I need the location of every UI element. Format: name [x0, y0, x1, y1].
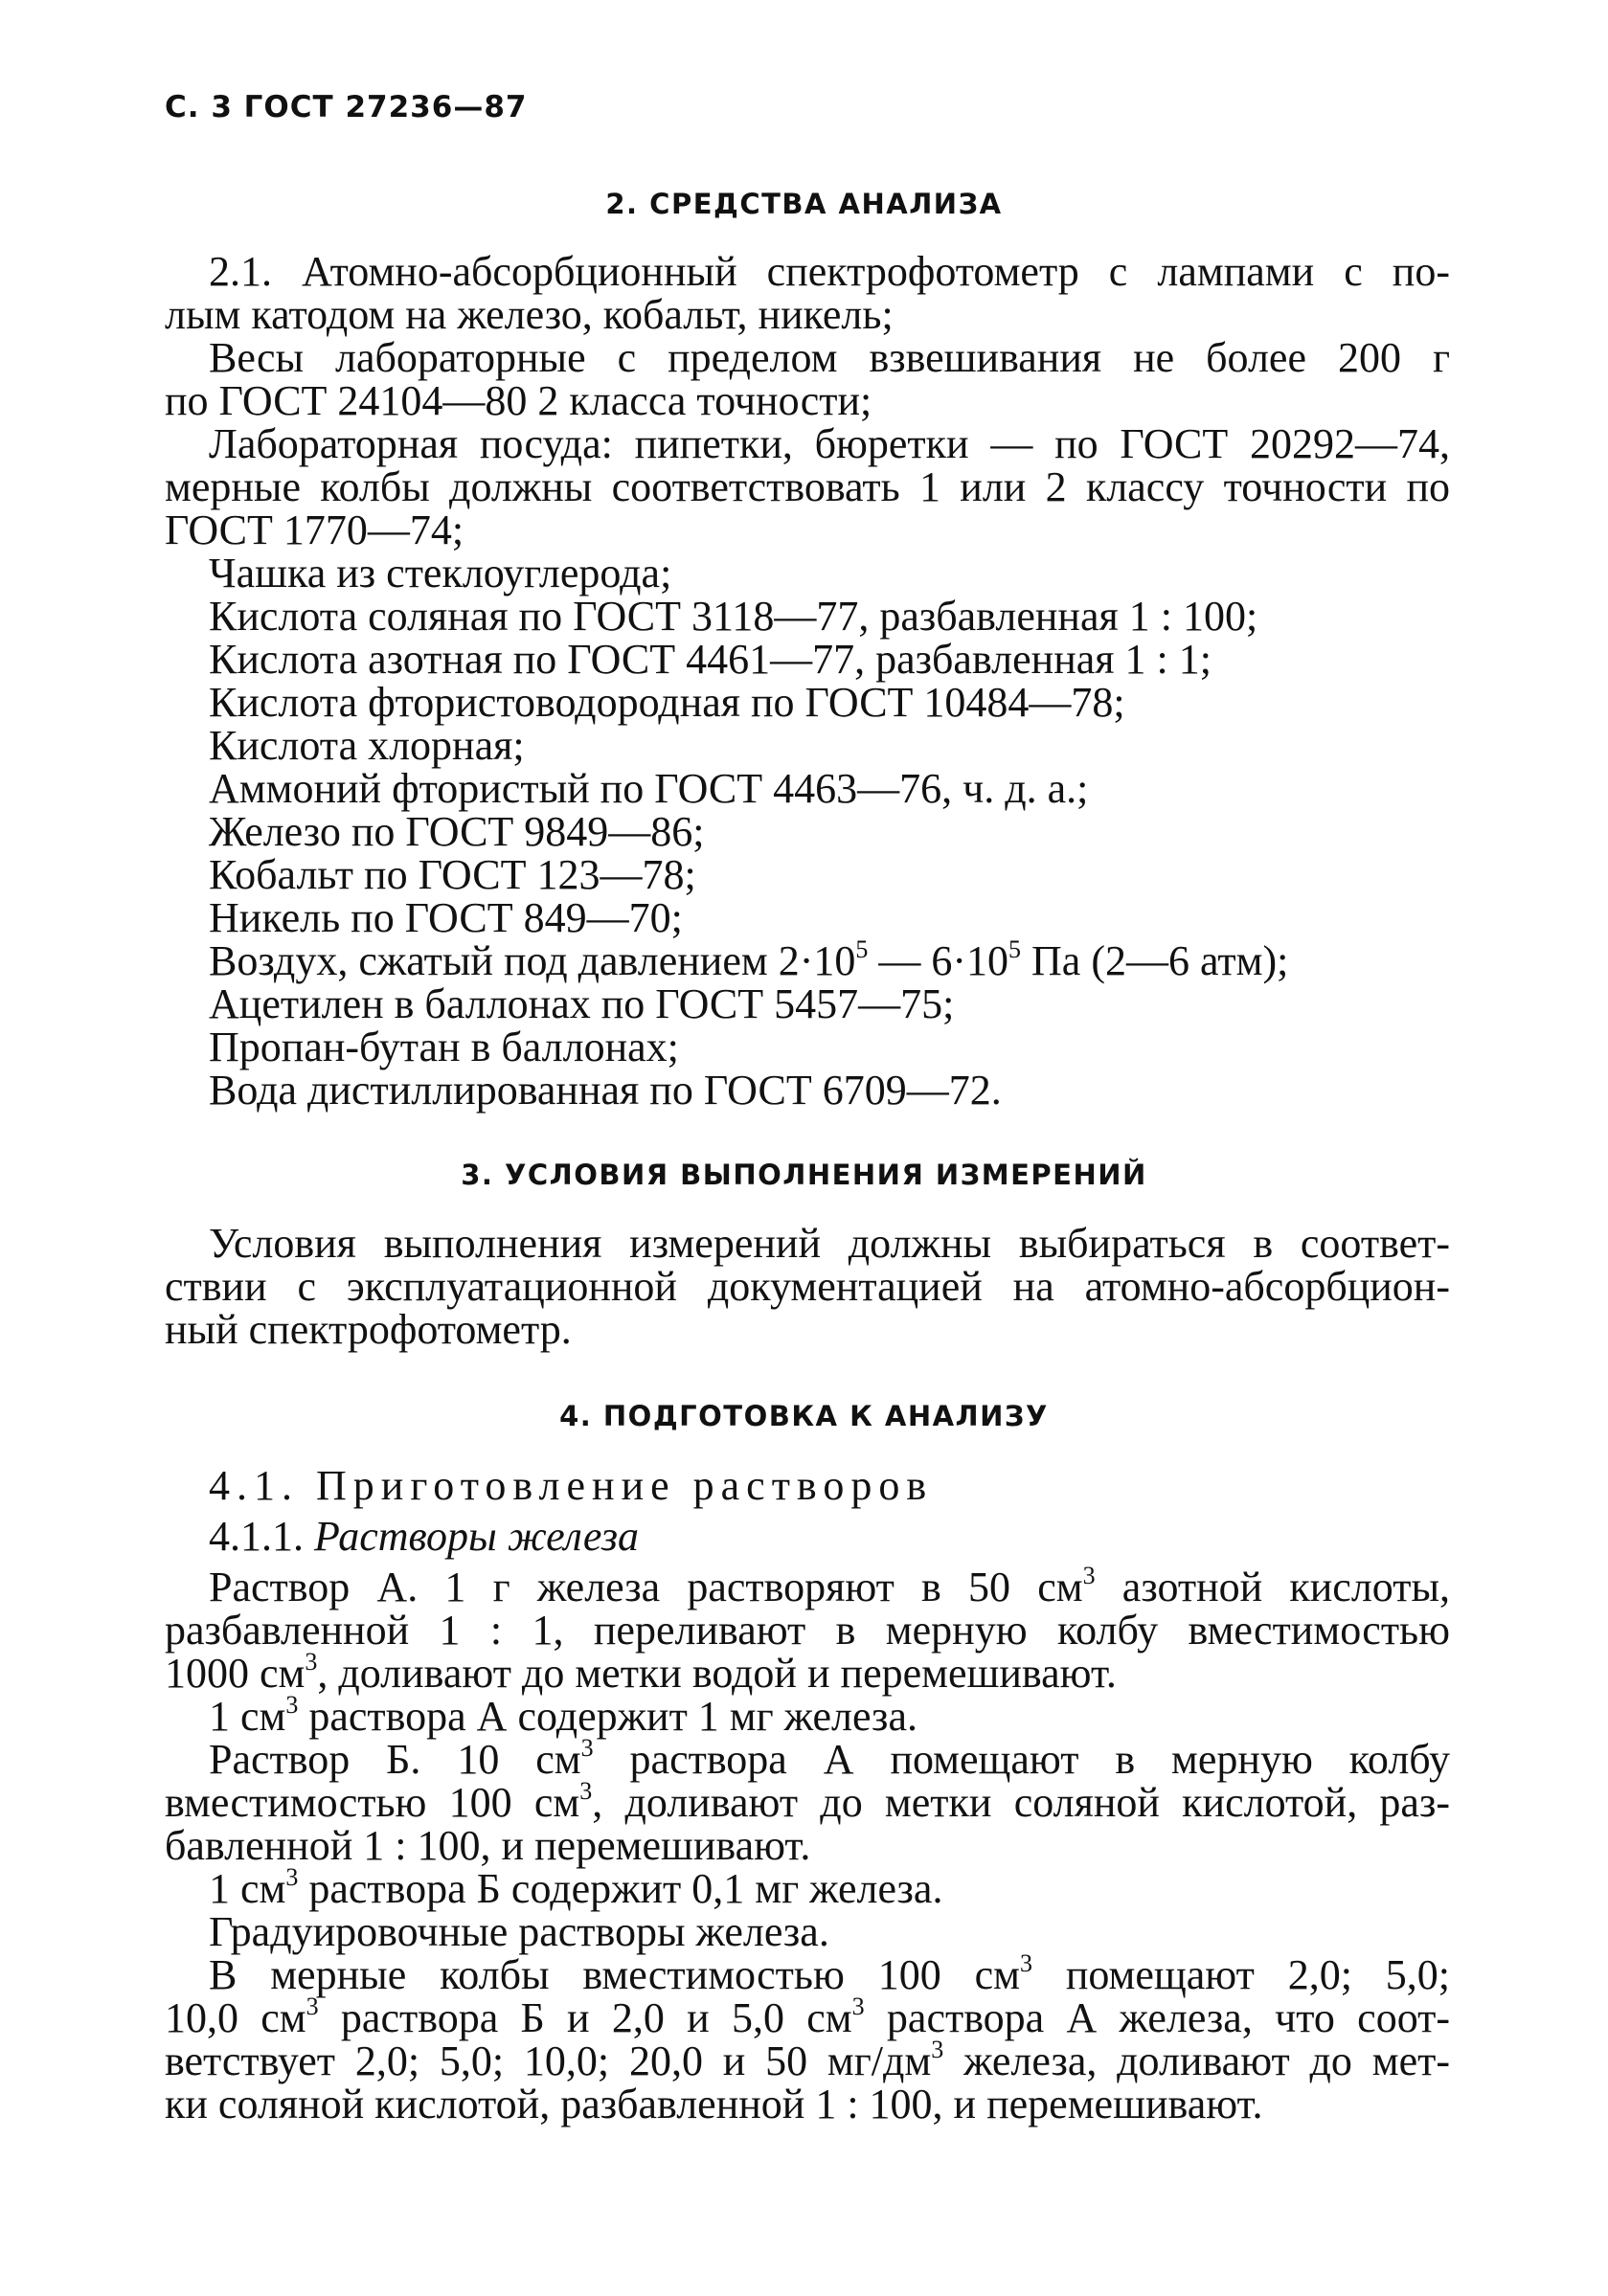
sec2-line-18: Ацетилен в баллонах по ГОСТ 5457—75; — [209, 980, 955, 1027]
text-segment: , доливают до метки соляной кислотой, раз- — [592, 1779, 1450, 1826]
sec4-line-b1 — [209, 1734, 1450, 1783]
sec2-line-17 — [209, 935, 1289, 984]
sec2-line-6: мерные колбы должны соответствовать 1 или 2 классу точности по — [165, 463, 1450, 510]
sec2-line-4: по ГОСТ 24104—80 2 класса точности; — [165, 377, 872, 424]
text-segment: 4.1.1. — [209, 1513, 314, 1560]
text-segment: ветствует 2,0; 5,0; 10,0; 20,0 и 50 мг/дм — [165, 2037, 932, 2084]
text-segment: раствора Б и 2,0 и 5,0 см — [318, 1994, 852, 2041]
sec2-line-10: Кислота азотная по ГОСТ 4461—77, разбавленная 1 : 1; — [209, 636, 1212, 683]
sec4-line-b2 — [165, 1777, 1450, 1826]
superscript: 3 — [931, 2036, 944, 2063]
text-segment: раствора А железа, что соот- — [864, 1994, 1450, 2041]
sec4-line-g1: Градуировочные растворы железа. — [209, 1908, 829, 1955]
text-segment: раствора А помещают в мерную колбу — [593, 1736, 1450, 1783]
sec2-line-16: Никель по ГОСТ 849—70; — [209, 894, 683, 941]
sec2-line-7: ГОСТ 1770—74; — [165, 506, 464, 553]
text-segment: 10,0 см — [165, 1994, 306, 2041]
text-segment: раствора Б содержит 0,1 мг железа. — [298, 1865, 943, 1912]
superscript: 3 — [285, 1863, 299, 1891]
text-segment: , доливают до метки водой и перемешивают. — [317, 1650, 1117, 1697]
sec4-line-g4 — [165, 2036, 1450, 2084]
text-segment: В мерные колбы вместимостью 100 см — [209, 1951, 1020, 1998]
sec2-line-11: Кислота фтористоводородная по ГОСТ 10484—78; — [209, 679, 1125, 726]
section-3-title: 3. УСЛОВИЯ ВЫПОЛНЕНИЯ ИЗМЕРЕНИЙ — [461, 1159, 1147, 1191]
text-segment: железа, доливают до мет- — [943, 2037, 1450, 2084]
sec2-line-14: Железо по ГОСТ 9849—86; — [209, 808, 705, 855]
text-segment: раствора А содержит 1 мг железа. — [298, 1693, 917, 1740]
page-header: С. 3 ГОСТ 27236—87 — [165, 90, 528, 124]
sec4-subheading-2 — [209, 1513, 640, 1560]
text-segment: помещают 2,0; 5,0; — [1031, 1951, 1450, 1998]
sec2-line-1: 2.1. Атомно-абсорбционный спектрофотометр с лампами с по- — [209, 248, 1450, 295]
superscript: 3 — [579, 1777, 593, 1805]
sec4-line-g2 — [209, 1949, 1450, 1998]
superscript: 3 — [851, 1992, 865, 2020]
superscript: 3 — [1082, 1562, 1096, 1589]
section-2-title: 2. СРЕДСТВА АНАЛИЗА — [605, 188, 1003, 220]
section-4-title: 4. ПОДГОТОВКА К АНАЛИЗУ — [559, 1400, 1049, 1432]
sec2-line-8: Чашка из стеклоуглерода; — [209, 550, 672, 597]
text-segment: Па (2—6 атм); — [1021, 937, 1289, 984]
superscript: 3 — [580, 1734, 594, 1762]
sec2-line-3: Весы лабораторные с пределом взвешивания не более 200 г — [209, 334, 1450, 381]
sec4-line-b4 — [209, 1863, 943, 1912]
sec3-line-2: ствии с эксплуатационной документацией на атомно-абсорбцион- — [165, 1263, 1450, 1310]
text-segment-italic: Растворы железа — [314, 1513, 640, 1560]
text-segment: азотной кислоты, — [1095, 1564, 1451, 1610]
superscript: 3 — [285, 1691, 299, 1719]
sec4-subheading-1: 4.1. Приготовление растворов — [209, 1462, 934, 1509]
superscript: 5 — [855, 935, 869, 963]
sec4-line-a1 — [209, 1562, 1451, 1610]
text-segment: 1 см — [209, 1693, 286, 1740]
sec4-line-a4 — [209, 1691, 917, 1740]
superscript: 3 — [1019, 1949, 1032, 1977]
sec3-line-3: ный спектрофотометр. — [165, 1306, 572, 1353]
text-segment: Раствор А. 1 г железа растворяют в 50 см — [209, 1564, 1083, 1610]
sec3-line-1: Условия выполнения измерений должны выбираться в соответ- — [209, 1220, 1450, 1267]
text-segment: Воздух, сжатый под давлением 2·10 — [209, 937, 856, 984]
superscript: 3 — [305, 1648, 318, 1676]
text-segment: Раствор Б. 10 см — [209, 1736, 581, 1783]
sec2-line-20: Вода дистиллированная по ГОСТ 6709—72. — [209, 1067, 1002, 1114]
superscript: 5 — [1008, 935, 1022, 963]
sec2-line-9: Кислота соляная по ГОСТ 3118—77, разбавленная 1 : 100; — [209, 593, 1258, 640]
text-segment: 1 см — [209, 1865, 286, 1912]
sec4-line-g5: ки соляной кислотой, разбавленной 1 : 100, и перемешивают. — [165, 2081, 1263, 2127]
sec2-line-5: Лабораторная посуда: пипетки, бюретки — по ГОСТ 20292—74, — [209, 420, 1450, 467]
sec2-line-12: Кислота хлорная; — [209, 722, 525, 769]
text-segment: вместимостью 100 см — [165, 1779, 580, 1826]
sec2-line-15: Кобальт по ГОСТ 123—78; — [209, 851, 696, 898]
text-segment: 1000 см — [165, 1650, 306, 1697]
sec2-line-13: Аммоний фтористый по ГОСТ 4463—76, ч. д. а.; — [209, 765, 1089, 812]
text-segment: — 6·10 — [868, 937, 1009, 984]
sec4-line-b3: бавленной 1 : 100, и перемешивают. — [165, 1822, 811, 1869]
sec4-line-a2: разбавленной 1 : 1, переливают в мерную колбу вместимостью — [165, 1607, 1450, 1654]
sec4-line-a3 — [165, 1648, 1117, 1697]
sec4-line-g3 — [165, 1992, 1450, 2041]
sec2-line-19: Пропан-бутан в баллонах; — [209, 1024, 679, 1070]
superscript: 3 — [306, 1992, 319, 2020]
sec2-line-2: лым катодом на железо, кобальт, никель; — [165, 291, 894, 338]
